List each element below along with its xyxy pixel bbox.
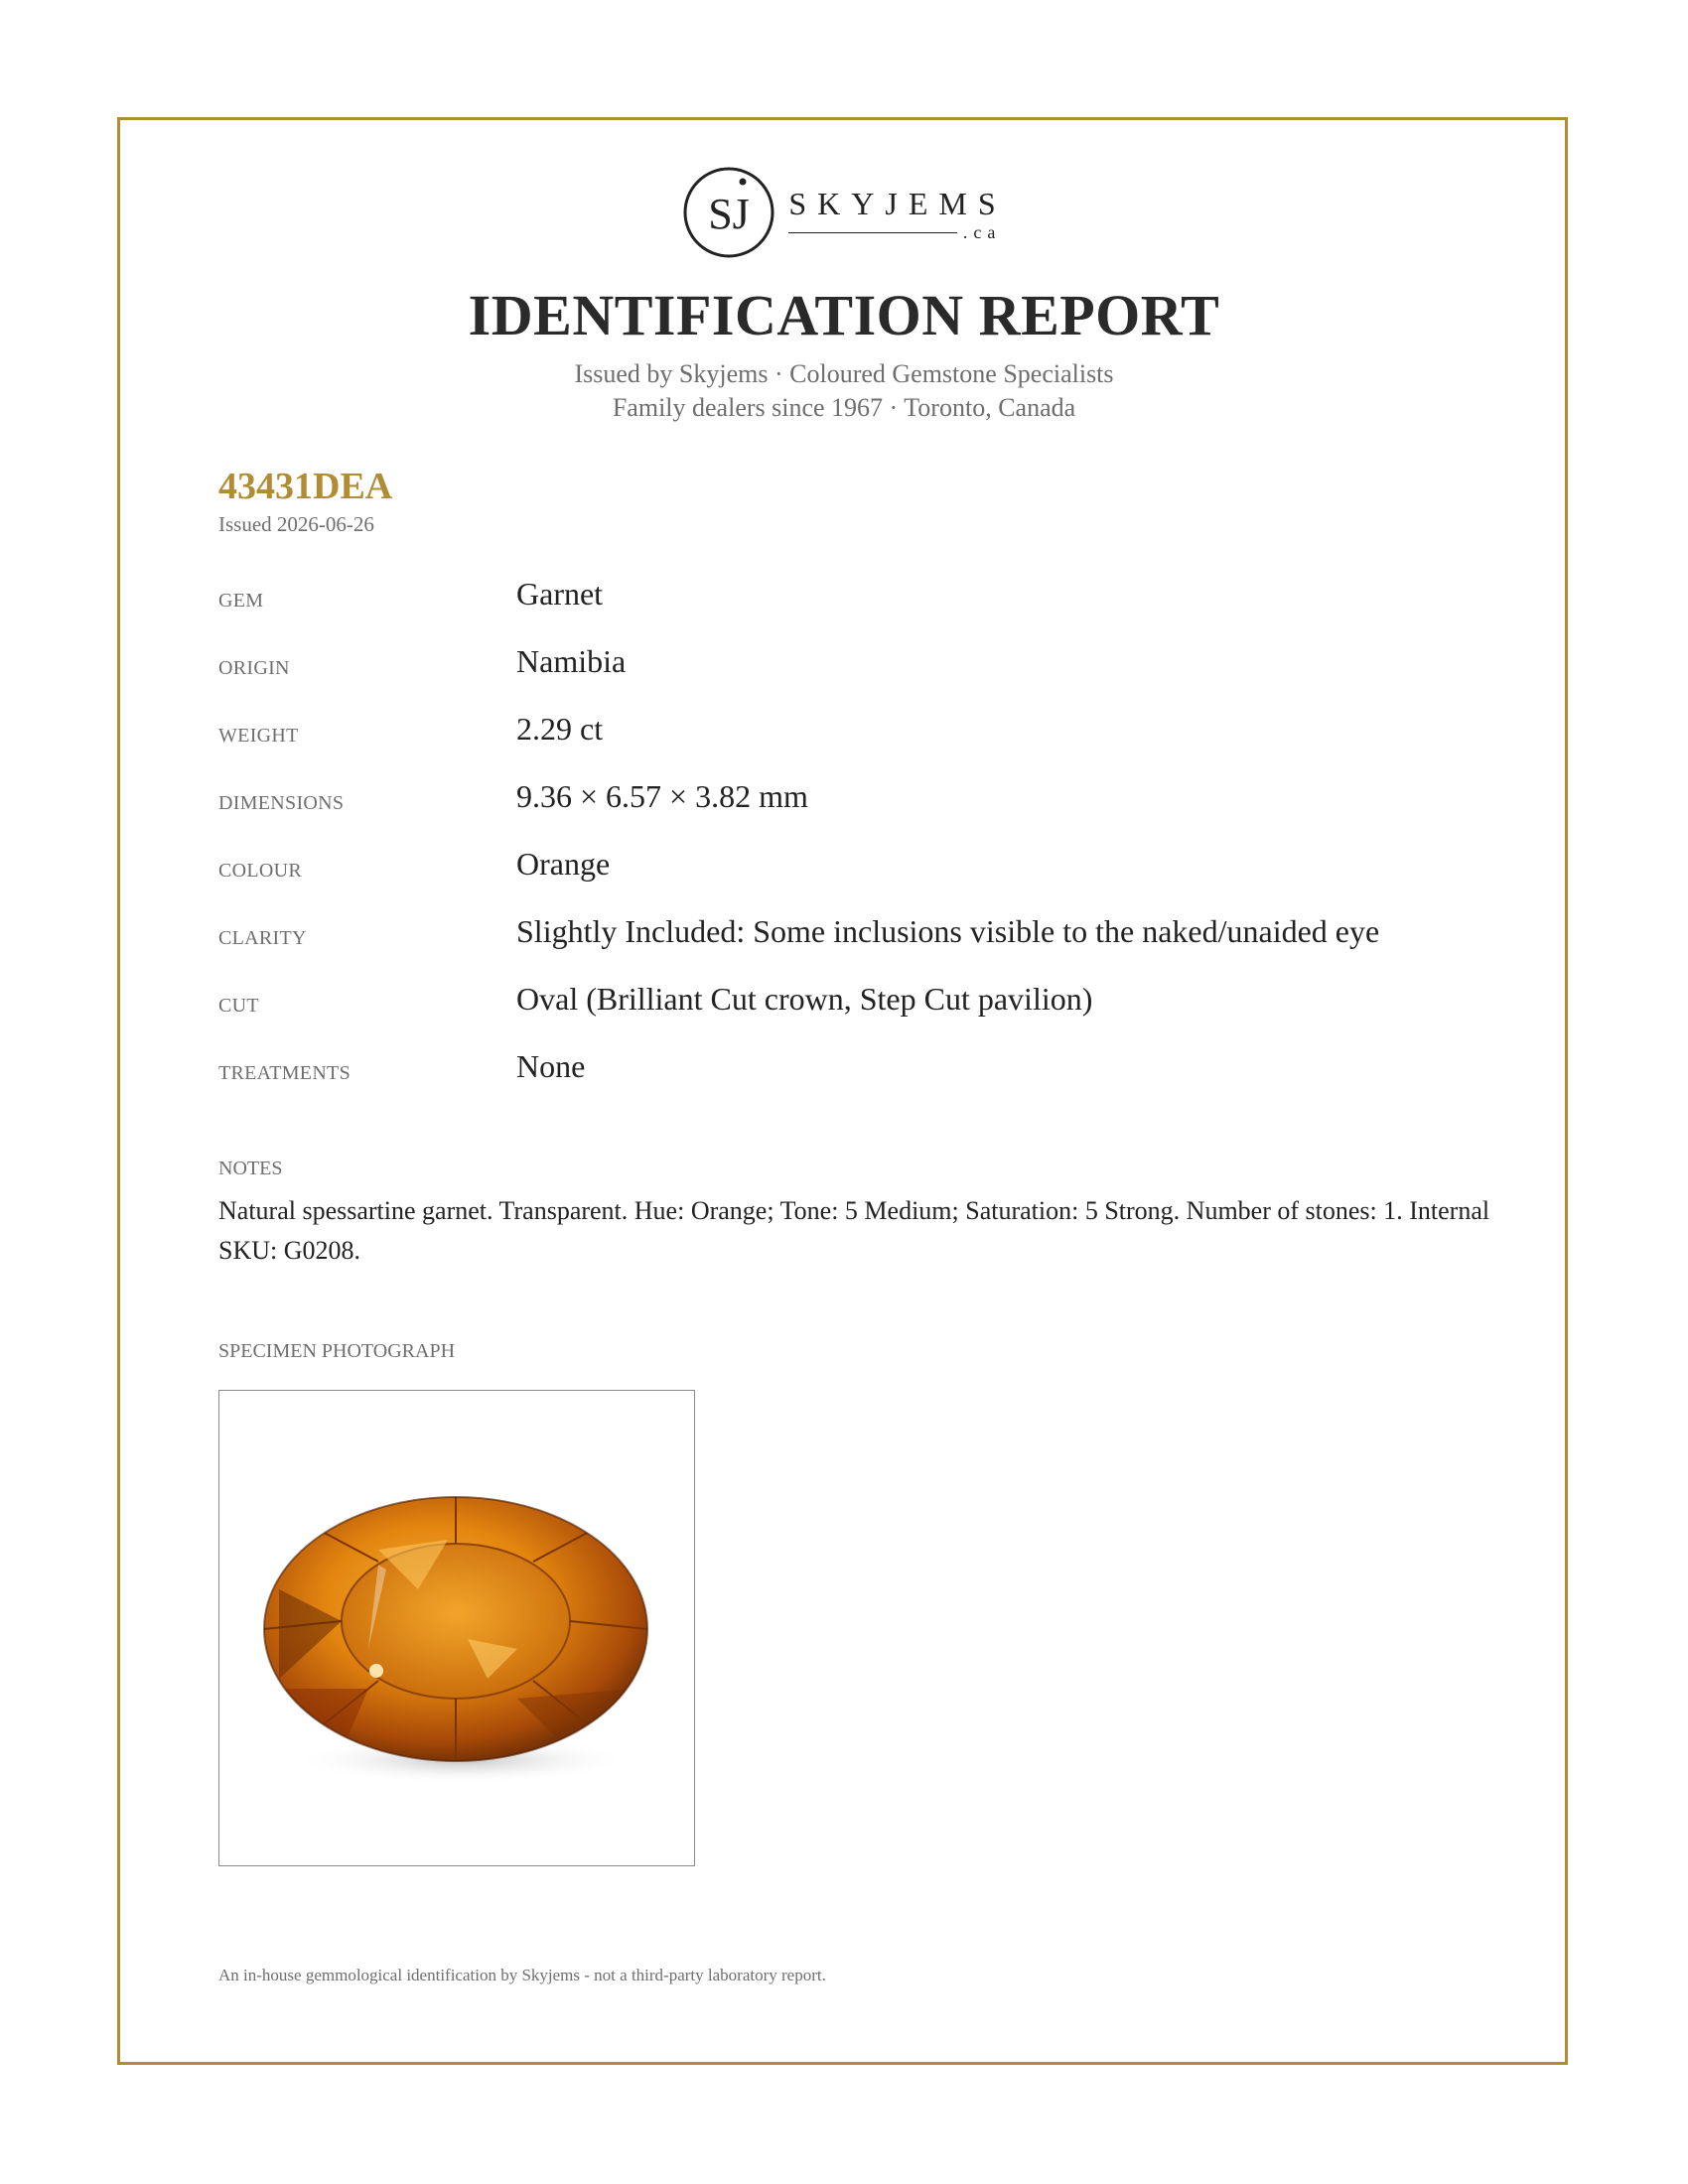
field-row-treatments (218, 1048, 1499, 1116)
field-label: DIMENSIONS (218, 792, 345, 814)
field-row-dimensions (218, 778, 1499, 846)
field-value: Oval (Brilliant Cut crown, Step Cut pavilion) (516, 981, 1093, 1017)
field-label: WEIGHT (218, 725, 299, 747)
field-value: None (516, 1048, 586, 1084)
issued-date: Issued 2026-06-26 (218, 512, 374, 536)
field-list (218, 576, 1499, 1116)
field-row-cut (218, 981, 1499, 1048)
report-id: 43431DEA (218, 466, 393, 507)
logo-domain: .ca (962, 222, 1002, 242)
logo-rule (788, 232, 957, 233)
field-row-gem (218, 576, 1499, 643)
photo-label: SPECIMEN PHOTOGRAPH (218, 1340, 456, 1362)
logo-monogram: SJ (708, 189, 751, 238)
field-value: Garnet (516, 576, 604, 612)
field-label: ORIGIN (218, 657, 290, 679)
field-value: Orange (516, 846, 611, 882)
field-value: 2.29 ct (516, 711, 604, 747)
report-title: IDENTIFICATION REPORT (468, 283, 1220, 347)
field-row-weight (218, 711, 1499, 778)
field-label: COLOUR (218, 860, 303, 882)
field-row-origin (218, 643, 1499, 711)
location-line: Family dealers since 1967 · Toronto, Canada (612, 393, 1076, 422)
field-label: CLARITY (218, 927, 307, 949)
field-row-colour (218, 846, 1499, 913)
field-label: TREATMENTS (218, 1062, 351, 1084)
field-row-clarity (218, 913, 1499, 981)
field-label: CUT (218, 995, 259, 1017)
sj-monogram-circle-icon (681, 165, 776, 265)
logo-wordmark: SKYJEMS (788, 186, 1007, 221)
garnet-gem-image (219, 1391, 693, 1864)
notes-label: NOTES (218, 1158, 283, 1179)
notes-text: Natural spessartine garnet. Transparent. Hue: Orange; Tone: 5 Medium; Saturation: 5 Strong. Number of stones: 1. Internal SKU: G0208. (218, 1196, 1490, 1265)
brand-logo (0, 165, 1688, 264)
field-label: GEM (218, 590, 264, 612)
field-value: Slightly Included: Some inclusions visible to the naked/unaided eye (516, 913, 1380, 949)
footer-disclaimer: An in-house gemmological identification by Skyjems - not a third-party laboratory report. (218, 1966, 826, 1984)
specimen-photo (218, 1390, 695, 1866)
field-value: Namibia (516, 643, 627, 679)
issuer-line: Issued by Skyjems · Coloured Gemstone Specialists (574, 359, 1114, 388)
field-value: 9.36 × 6.57 × 3.82 mm (516, 778, 808, 814)
